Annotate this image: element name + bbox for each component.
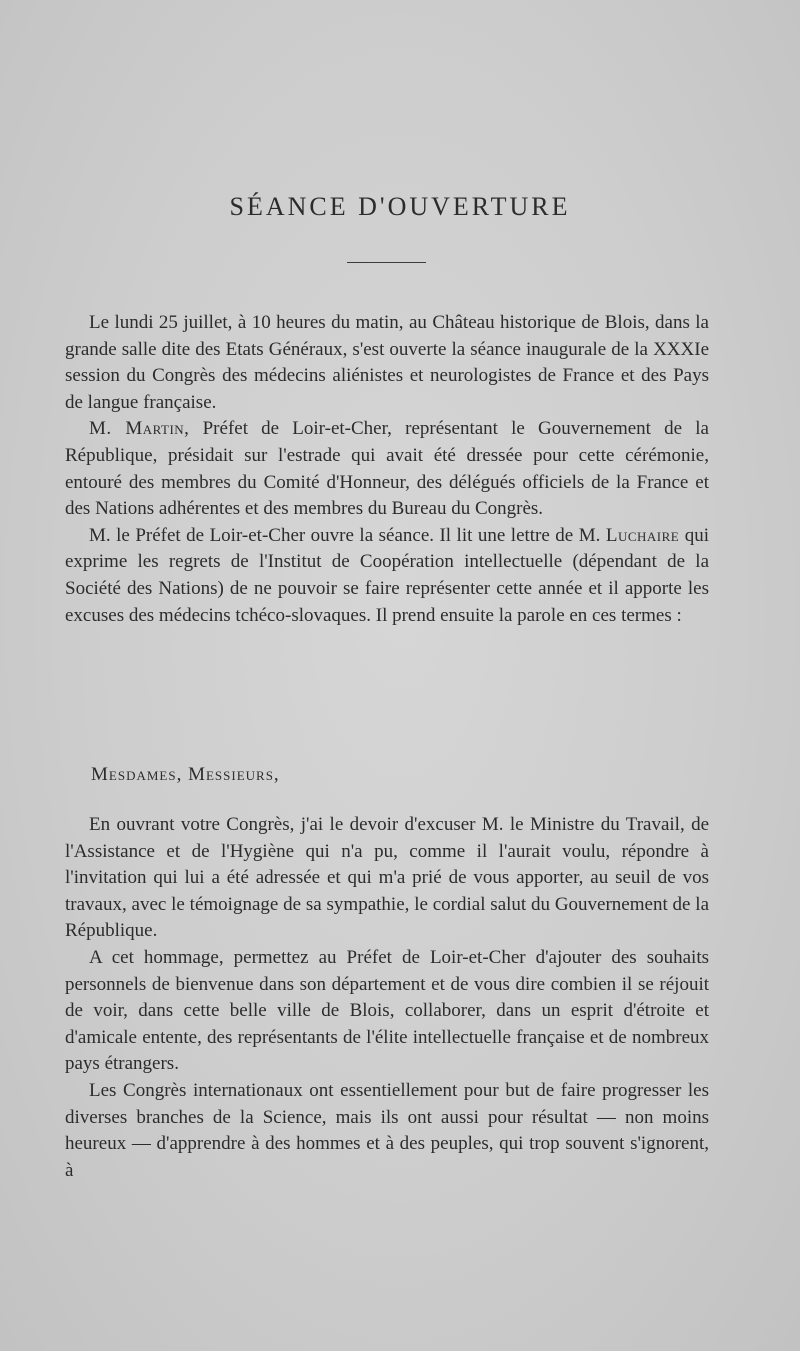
intro-paragraph-3 [65, 523, 709, 629]
speech-paragraph-3: Les Congrès internationaux ont essentiellement pour but de faire progresser les diverses branches de la Science, mais ils ont aussi pour résultat — non moins heureux — d'apprendre à des hommes et à des peuples, qui trop souvent s'ignorent, à [65, 1079, 709, 1181]
speech-text [65, 812, 709, 1184]
speech-paragraph-2: A cet hommage, permettez au Préfet de Loir-et-Cher d'ajouter des souhaits personnels de bienvenue dans son département et de vous dire combien il se réjouit de voir, dans cette belle ville de Blois, collaborer, dans un esprit d'étroite et d'amicale entente, des représentants de l'élite intellectuelle française et de nombreux pays étrangers. [65, 946, 709, 1075]
intro-text [65, 310, 709, 629]
title-divider [347, 262, 426, 263]
luchaire-name: Luchaire [605, 524, 680, 546]
salutation: Mesdames, Messieurs, [91, 764, 280, 785]
page-title: SÉANCE D'OUVERTURE [229, 192, 571, 221]
intro-paragraph-1: Le lundi 25 juillet, à 10 heures du matin, au Château historique de Blois, dans la grande salle dite des Etats Généraux, s'est ouverte la séance inaugurale de la XXXIe session du Congrès des médecins aliénistes et neurologistes de France et des Pays de langue française. [65, 312, 709, 413]
intro-paragraph-3-start: M. le Préfet de Loir-et-Cher ouvre la séance. Il lit une lettre de M. [89, 524, 606, 546]
prefect-name: M. Martin, [89, 418, 190, 440]
intro-paragraph-2 [65, 416, 709, 522]
intro-paragraph-3-text: qui exprime les regrets de l'Institut de Coopération intellectuelle (dépendant de la Société des Nations) de ne pouvoir se faire représenter cette année et il apporte les excuses des médecins tchéco-slovaques. Il prend ensuite la parole en ces termes : [65, 524, 709, 626]
speech-paragraph-1: En ouvrant votre Congrès, j'ai le devoir d'excuser M. le Ministre du Travail, de l'Assistance et de l'Hygiène qui n'a pu, comme il l'aurait voulu, répondre à l'invitation qui lui a été adressée et qui m'a prié de vous apporter, au seuil de vos travaux, avec le témoignage de sa sympathie, le cordial salut du Gouvernement de la République. [65, 814, 709, 942]
intro-paragraph-2-text: Préfet de Loir-et-Cher, représentant le Gouvernement de la République, présidait sur l'estrade qui avait été dressée pour cette cérémonie, entouré des membres du Comité d'Honneur, des délégués officiels de la France et des Nations adhérentes et des membres du Bureau du Congrès. [65, 418, 709, 520]
